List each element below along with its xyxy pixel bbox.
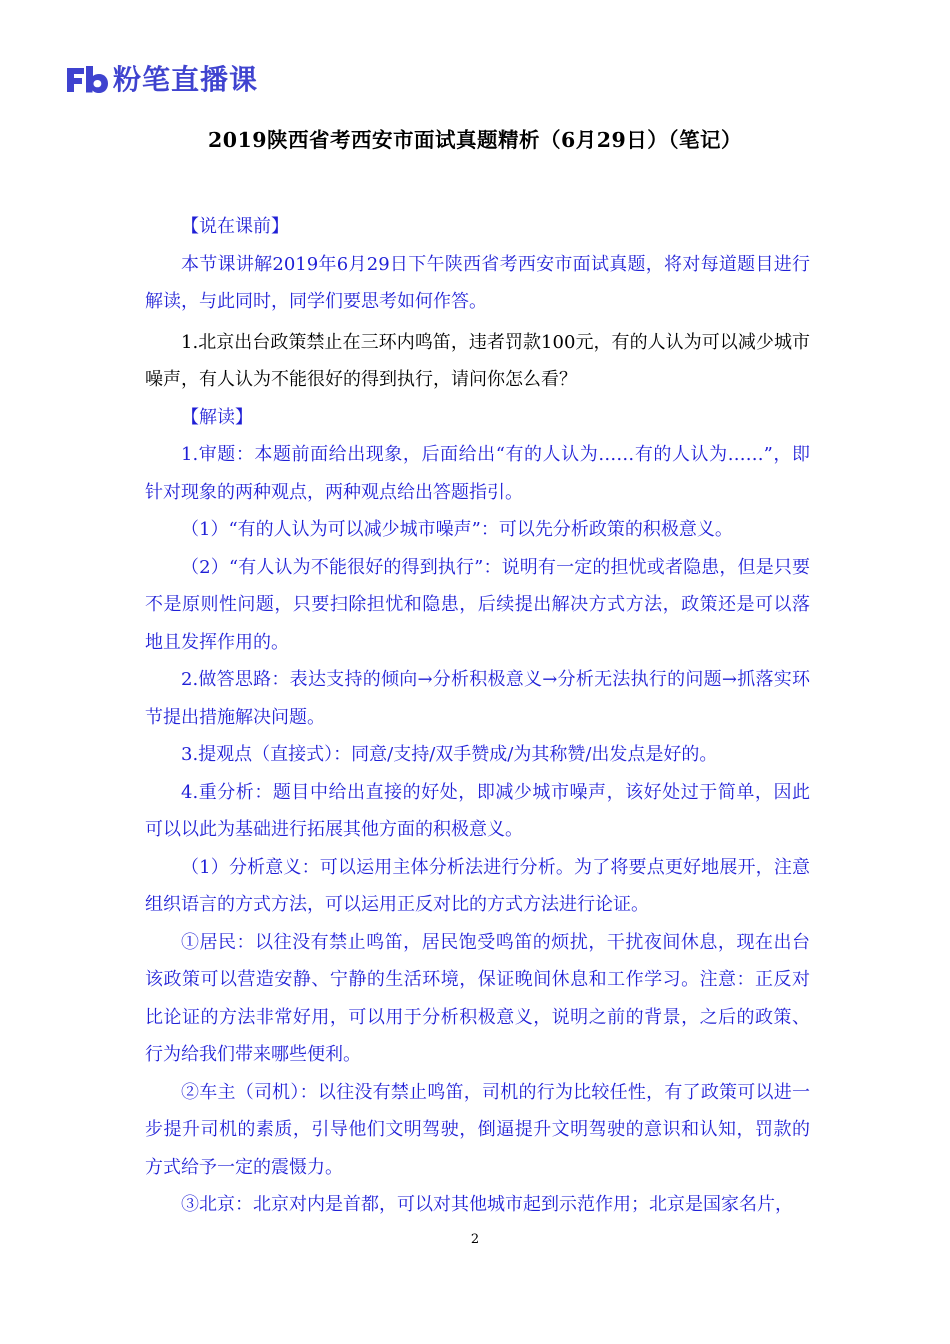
question-text: 1.北京出台政策禁止在三环内鸣笛，违者罚款100元，有的人认为可以减少城市噪声，有人认为不能很好的得到执行，请问你怎么看？ bbox=[145, 331, 810, 390]
brand-logo bbox=[65, 64, 258, 96]
paragraph: 【解读】 bbox=[181, 406, 253, 428]
paragraph: 本节课讲解2019年6月29日下午陕西省考西安市面试真题，将对每道题目进行解读，与此同时，同学们要思考如何作答。 bbox=[145, 253, 810, 312]
paragraph: 【说在课前】 bbox=[181, 216, 289, 237]
paragraph: 4.重分析：题目中给出直接的好处，即减少城市噪声，该好处过于简单，因此可以以此为基础进行拓展其他方面的积极意义。 bbox=[145, 781, 810, 840]
document-title: 2019陕西省考西安市面试真题精析（6月29日）（笔记） bbox=[207, 128, 743, 152]
page-number: 2 bbox=[470, 1232, 480, 1247]
paragraph: （1）“有的人认为可以减少城市噪声”：可以先分析政策的积极意义。 bbox=[181, 519, 733, 540]
brand-name: 粉笔直播课 bbox=[113, 63, 259, 96]
paragraph: 3.提观点（直接式）：同意/支持/双手赞成/为其称赞/出发点是好的。 bbox=[181, 744, 718, 765]
paragraph: 2.做答思路：表达支持的倾向→分析积极意义→分析无法执行的问题→抓落实环节提出措施解决问题。 bbox=[145, 669, 810, 728]
paragraph: 1.审题：本题前面给出现象，后面给出“有的人认为……有的人认为……”，即针对现象的两种观点，两种观点给出答题指引。 bbox=[145, 444, 810, 503]
paragraph: ③北京：北京对内是首都，可以对其他城市起到示范作用；北京是国家名片， bbox=[181, 1194, 793, 1215]
paragraph: （1）分析意义：可以运用主体分析法进行分析。为了将要点更好地展开，注意组织语言的方式方法，可以运用正反对比的方式方法进行论证。 bbox=[145, 856, 810, 915]
paragraph: ①居民：以往没有禁止鸣笛，居民饱受鸣笛的烦扰，干扰夜间休息，现在出台该政策可以营造安静、宁静的生活环境，保证晚间休息和工作学习。注意：正反对比论证的方法非常好用，可以用于分析积极意义，说明之前的背景，之后的政策、行为给我们带来哪些便利。 bbox=[145, 931, 810, 1065]
document-body bbox=[145, 208, 810, 1224]
paragraph: （2）“有人认为不能很好的得到执行”：说明有一定的担忧或者隐患，但是只要不是原则性问题，只要扫除担忧和隐患，后续提出解决方式方法，政策还是可以落地且发挥作用的。 bbox=[145, 556, 810, 653]
paragraph: ②车主（司机）：以往没有禁止鸣笛，司机的行为比较任性，有了政策可以进一步提升司机的素质，引导他们文明驾驶，倒逼提升文明驾驶的意识和认知，罚款的方式给予一定的震慑力。 bbox=[145, 1081, 810, 1178]
fb-logo-icon bbox=[65, 64, 109, 96]
